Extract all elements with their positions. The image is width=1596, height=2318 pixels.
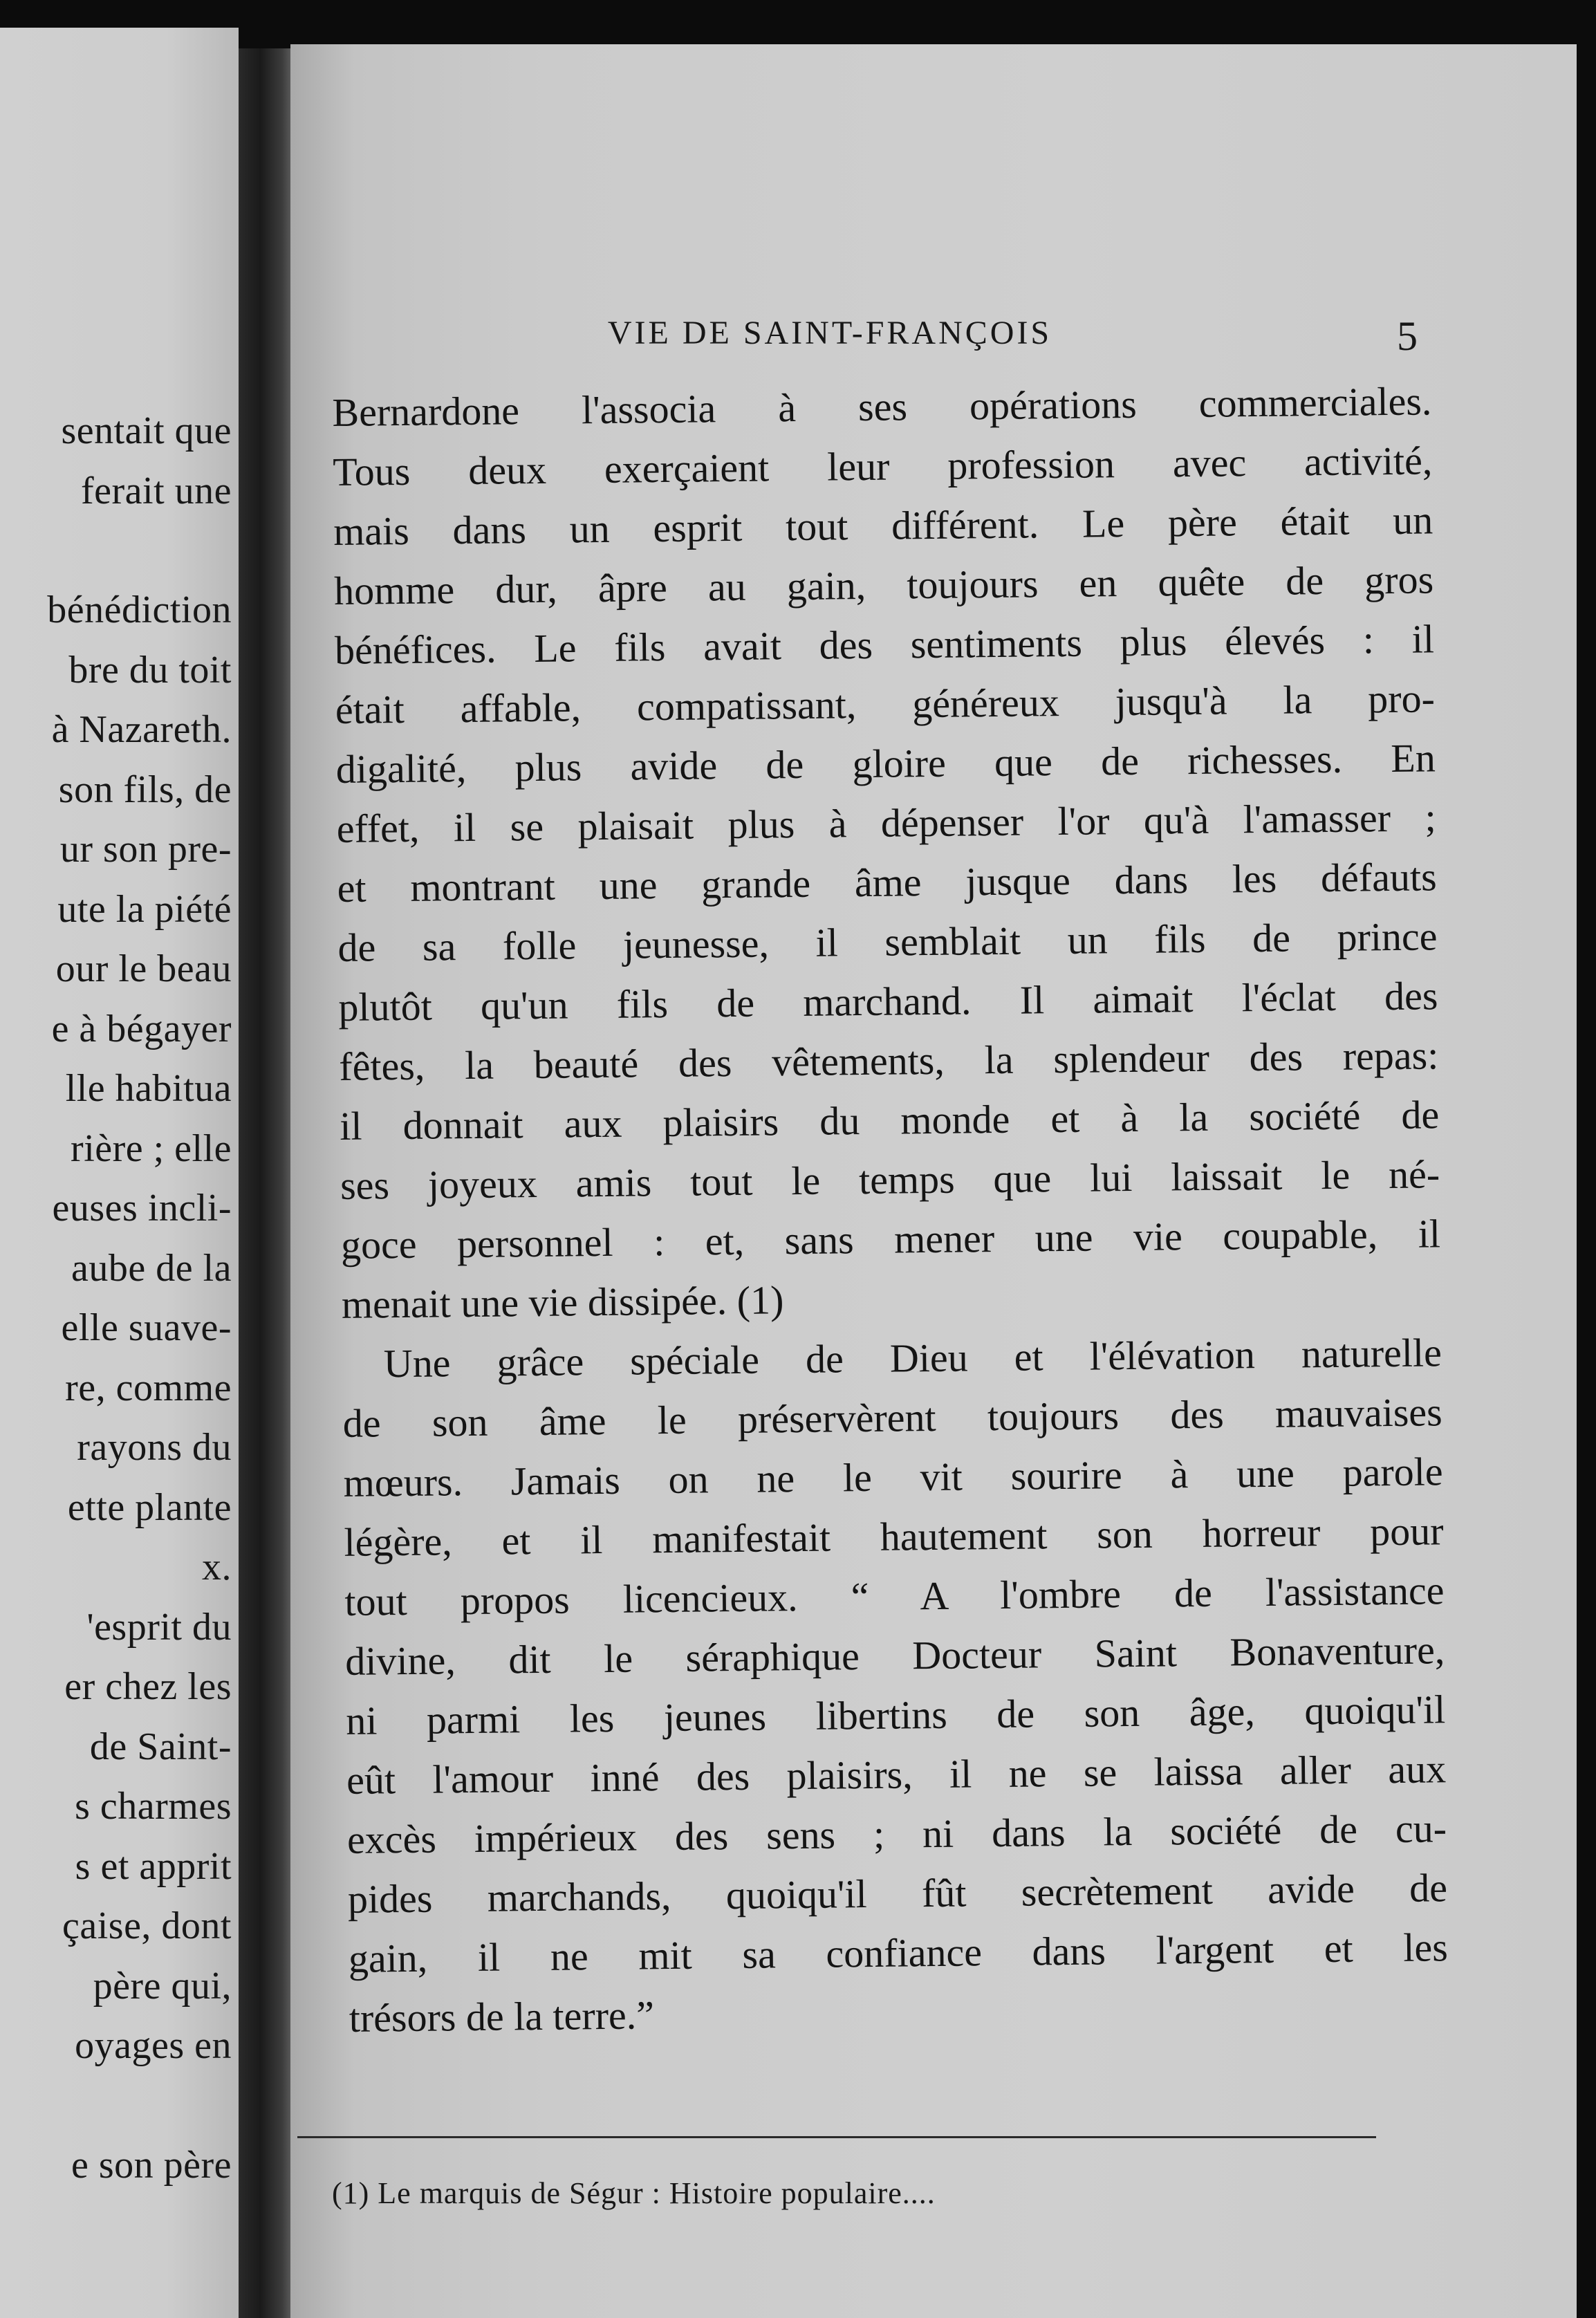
- text-line: eût l'amour inné des plaisirs, il ne se laissa aller aux: [346, 1746, 1447, 1803]
- left-page-line: oyages en: [75, 2024, 232, 2067]
- text-line: menait une vie dissipée. (1): [341, 1277, 784, 1327]
- text-line: trésors de la terre.”: [349, 1992, 655, 2041]
- left-page-line: lle habitua: [65, 1067, 232, 1110]
- text-line: homme dur, âpre au gain, toujours en quête de gros: [333, 557, 1434, 613]
- text-line: plutôt qu'un fils de marchand. Il aimait l'éclat des: [338, 973, 1438, 1030]
- text-line: ses joyeux amis tout le temps que lui laissait le né-: [340, 1151, 1440, 1208]
- left-page-gap: [0, 521, 232, 580]
- text-line: pides marchands, quoiqu'il fût secrètement avide de: [347, 1865, 1448, 1922]
- left-page-line: rière ; elle: [71, 1126, 232, 1170]
- page-number: 5: [1397, 313, 1418, 359]
- left-page-line: à Nazareth.: [51, 708, 232, 751]
- text-line: Tous deux exerçaient leur profession avec activité,: [333, 438, 1433, 494]
- text-line: excès impérieux des sens ; ni dans la société de cu-: [346, 1806, 1447, 1862]
- left-page: [0, 28, 239, 2318]
- text-line: et montrant une grande âme jusque dans les défauts: [337, 854, 1437, 911]
- left-page-line: 'esprit du: [86, 1605, 232, 1649]
- left-page-gap: [0, 2076, 232, 2135]
- left-page-line: ur son pre-: [59, 828, 232, 871]
- text-line: divine, dit le séraphique Docteur Saint Bonaventure,: [345, 1627, 1445, 1684]
- text-line: gain, il ne mit sa confiance dans l'argent et les: [348, 1925, 1449, 1981]
- left-page-line: euses incli-: [52, 1187, 232, 1230]
- text-line: fêtes, la beauté des vêtements, la splendeur des repas:: [339, 1032, 1439, 1089]
- left-page-text: [0, 401, 232, 2195]
- text-line: légère, et il manifestait hautement son horreur pour: [344, 1508, 1444, 1565]
- left-page-line: er chez les: [64, 1665, 232, 1708]
- text-line: il donnait aux plaisirs du monde et à la société de: [339, 1092, 1440, 1149]
- left-page-line: sentait que: [61, 409, 232, 452]
- left-page-line: s charmes: [75, 1785, 232, 1828]
- left-page-line: son fils, de: [58, 768, 232, 811]
- text-line: bénéfices. Le fils avait des sentiments plus élevés : il: [334, 616, 1435, 673]
- left-page-line: ferait une: [81, 469, 232, 512]
- left-page-line: bre du toit: [68, 648, 232, 692]
- text-line: était affable, compatissant, généreux jusqu'à la pro-: [335, 676, 1436, 732]
- left-page-line: e à bégayer: [51, 1007, 232, 1050]
- right-page: [290, 44, 1577, 2318]
- text-line: tout propos licencieux. “ A l'ombre de l'assistance: [344, 1568, 1445, 1624]
- text-line: ni parmi les jeunes libertins de son âge, quoiqu'il: [345, 1687, 1446, 1743]
- left-page-line: s et apprit: [75, 1844, 232, 1888]
- left-page-line: our le beau: [55, 947, 232, 990]
- text-line: effet, il se plaisait plus à dépenser l'or qu'à l'amasser ;: [336, 795, 1437, 851]
- left-page-line: re, comme: [65, 1366, 232, 1409]
- left-page-line: père qui,: [93, 1964, 232, 2008]
- text-line: digalité, plus avide de gloire que de richesses. En: [335, 735, 1436, 792]
- left-page-line: bénédiction: [47, 588, 232, 631]
- text-line: mais dans un esprit tout différent. Le père était un: [333, 497, 1433, 554]
- left-page-line: elle suave-: [61, 1306, 232, 1349]
- text-line: Une grâce spéciale de Dieu et l'élévation naturelle: [383, 1330, 1442, 1387]
- left-page-line: ute la piété: [57, 887, 232, 931]
- left-page-line: ette plante: [67, 1485, 232, 1529]
- text-line: de sa folle jeunesse, il semblait un fils de prince: [337, 914, 1438, 970]
- left-page-line: de Saint-: [89, 1725, 232, 1768]
- left-page-line: rayons du: [77, 1426, 232, 1469]
- text-line: Bernardone l'associa à ses opérations commerciales.: [332, 378, 1432, 435]
- footnote-rule: [297, 2136, 1376, 2138]
- running-head: VIE DE SAINT-FRANÇOIS: [607, 315, 1052, 351]
- footnote: (1) Le marquis de Ségur : Histoire populaire....: [332, 2176, 936, 2210]
- left-page-line: e son père: [71, 2143, 232, 2187]
- text-line: de son âme le préservèrent toujours des mauvaises: [342, 1389, 1443, 1446]
- text-line: mœurs. Jamais on ne le vit sourire à une parole: [343, 1449, 1443, 1505]
- body-text: [332, 371, 1449, 2048]
- text-line: goce personnel : et, sans mener une vie coupable, il: [340, 1211, 1441, 1268]
- left-page-line: aube de la: [71, 1246, 232, 1290]
- left-page-line: çaise, dont: [62, 1904, 232, 1947]
- left-page-line: x.: [202, 1546, 232, 1588]
- scan-border: [1577, 0, 1596, 2318]
